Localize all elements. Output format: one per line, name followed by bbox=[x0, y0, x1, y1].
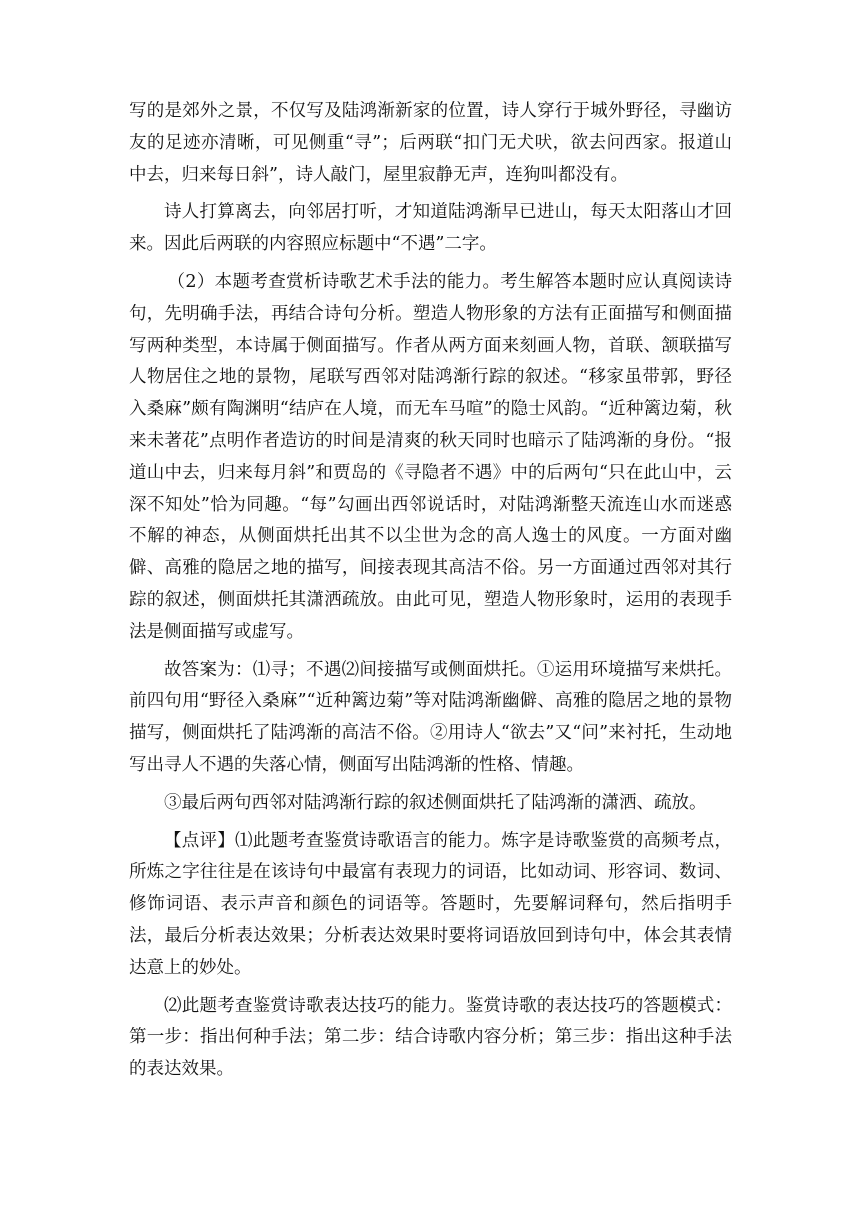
paragraph-scene-description: 写的是郊外之景，不仅写及陆鸿渐新家的位置，诗人穿行于城外野径，寻幽访友的足迹亦清晰，可见侧重“寻”；后两联“扣门无犬吠，欲去问西家。报道山中去，归来每日斜”，诗人敲门，屋里寂静无声，连狗叫都没有。 bbox=[129, 101, 732, 185]
paragraph-not-meet-explanation: 诗人打算离去，向邻居打听，才知道陆鸿渐早已进山，每天太阳落山才回来。因此后两联的内容照应标题中“不遇”二字。 bbox=[129, 202, 732, 255]
paragraph-answer-point-3: ③最后两句西邻对陆鸿渐行踪的叙述侧面烘托了陆鸿渐的潇洒、疏放。 bbox=[164, 792, 707, 813]
paragraph-question-2-analysis: （2）本题考查赏析诗歌艺术手法的能力。考生解答本题时应认真阅读诗句，先明确手法，再结合诗句分析。塑造人物形象的方法有正面描写和侧面描写两种类型，本诗属于侧面描写。作者从两方面来刻画人物，首联、颔联描写人物居住之地的景物，尾联写西邻对陆鸿渐行踪的叙述。“移家虽带郭，野径入桑麻”颇有陶渊明“结庐在人境，而无车马喧”的隐士风韵。“近种篱边菊，秋来未著花”点明作者造访的时间是清爽的秋天同时也暗示了陆鸿渐的身份。“报道山中去，归来每月斜”和贾岛的《寻隐者不遇》中的后两句“只在此山中，云深不知处”恰为同趣。“每”勾画出西邻说话时，对陆鸿渐整天流连山水而迷惑不解的神态，从侧面烘托出其不以尘世为念的高人逸士的风度。一方面对幽僻、高雅的隐居之地的描写，间接表现其高洁不俗。另一方面通过西邻对其行踪的叙述，侧面烘托其潇洒疏放。由此可见，塑造人物形象时，运用的表现手法是侧面描写或虚写。 bbox=[129, 271, 732, 642]
paragraph-comment-1: 【点评】⑴此题考查鉴赏诗歌语言的能力。炼字是诗歌鉴赏的高频考点，所炼之字往往是在该诗句中最富有表现力的词语，比如动词、形容词、数词、修饰词语、表示声音和颜色的词语等。答题时，先要解词释句，然后指明手法，最后分析表达效果；分析表达效果时要将词语放回到诗句中，体会其表情达意上的妙处。 bbox=[129, 830, 732, 978]
answer-analysis-text bbox=[129, 96, 732, 1092]
paragraph-answer: 故答案为：⑴寻；不遇⑵间接描写或侧面烘托。①运用环境描写来烘托。前四句用“野径入桑麻”“近种篱边菊”等对陆鸿渐幽僻、高雅的隐居之地的景物描写，侧面烘托了陆鸿渐的高洁不俗。②用诗人“欲去”又“问”来衬托，生动地写出寻人不遇的失落心情，侧面写出陆鸿渐的性格、情趣。 bbox=[129, 659, 732, 775]
paragraph-comment-2: ⑵此题考查鉴赏诗歌表达技巧的能力。鉴赏诗歌的表达技巧的答题模式：第一步：指出何种手法；第二步：结合诗歌内容分析；第三步：指出这种手法的表达效果。 bbox=[129, 995, 732, 1080]
